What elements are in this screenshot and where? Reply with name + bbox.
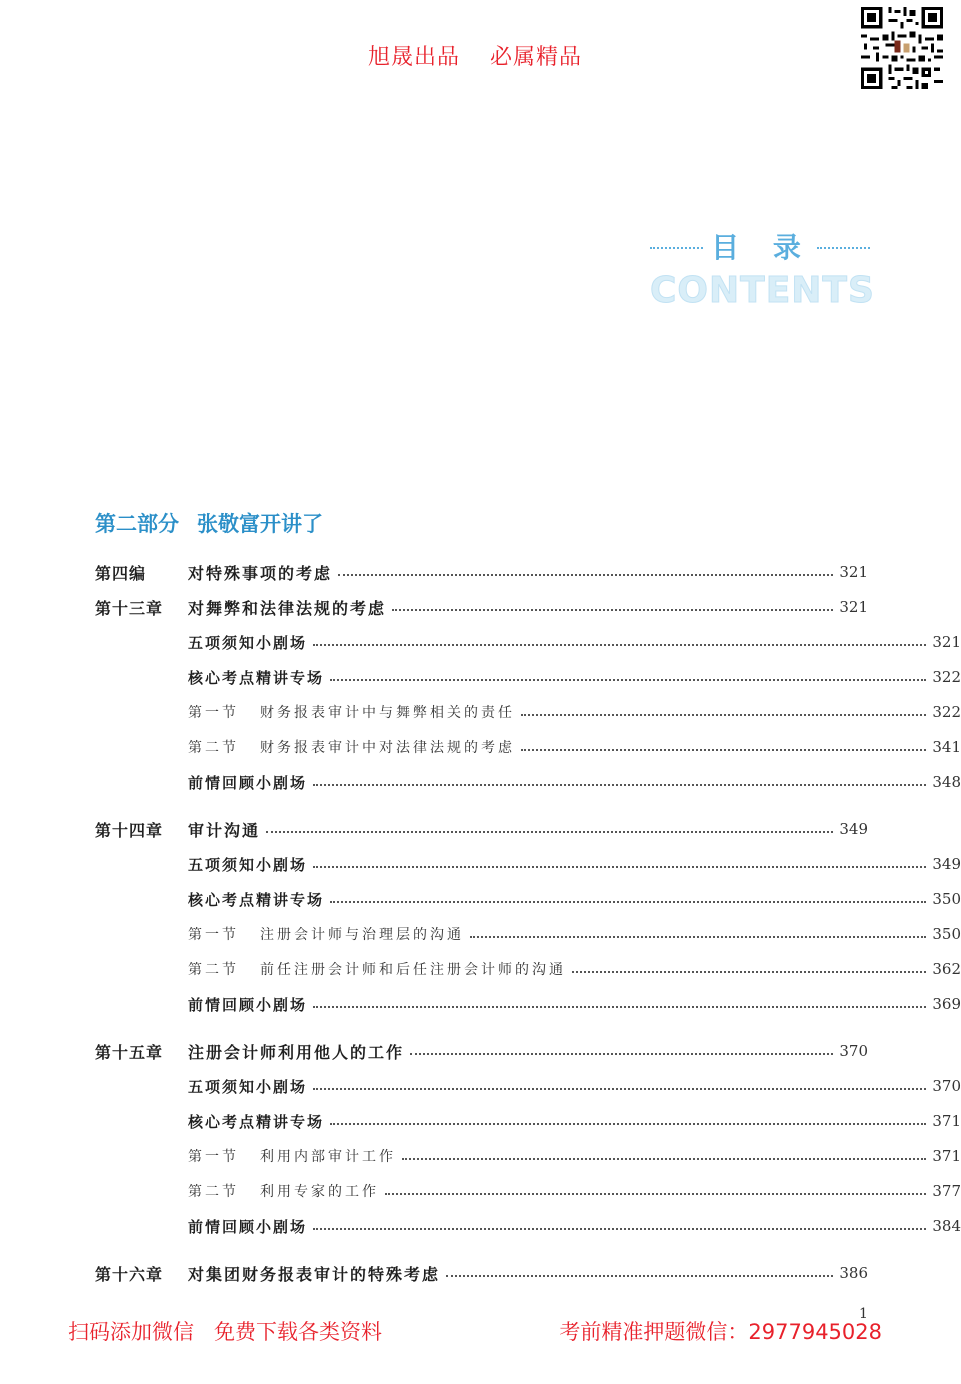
toc-entry-title: 核心考点精讲专场 <box>188 668 325 687</box>
page-number: 1 <box>859 1306 868 1322</box>
footer-left-b: 免费下载各类资料 <box>214 1320 382 1344</box>
toc-entry-label <box>188 959 566 979</box>
toc-entry-title: 五项须知小剧场 <box>188 855 308 874</box>
dot-leader <box>330 1123 926 1125</box>
toc-entry-title: 前任注册会计师和后任注册会计师的沟通 <box>260 962 566 978</box>
dot-leader <box>330 679 926 681</box>
toc-entry[interactable] <box>95 732 961 762</box>
heading-dots-left <box>650 247 703 249</box>
toc-entry-page: 349 <box>839 820 868 838</box>
toc-entry-title: 审计沟通 <box>188 820 261 840</box>
dot-leader <box>313 644 926 646</box>
dot-leader <box>313 784 926 786</box>
toc-entry-number: 第一节 <box>188 705 239 721</box>
toc-entry[interactable] <box>95 1258 868 1288</box>
toc-entry[interactable] <box>95 662 961 692</box>
toc-entry[interactable] <box>95 697 961 727</box>
toc-entry[interactable] <box>95 592 868 622</box>
toc-entry-page: 321 <box>839 598 868 616</box>
dot-leader <box>402 1158 926 1160</box>
toc-entry[interactable] <box>95 989 961 1019</box>
dot-leader <box>313 1228 926 1230</box>
toc-entry[interactable] <box>95 557 868 587</box>
toc-heading <box>650 228 870 264</box>
dot-leader <box>470 936 926 938</box>
toc-entry[interactable] <box>95 954 961 984</box>
toc-entry-page: 386 <box>839 1264 868 1282</box>
toc-entry-label <box>188 1181 379 1201</box>
toc-entry-title: 注册会计师与治理层的沟通 <box>260 927 464 943</box>
toc-entry-label <box>95 1262 440 1285</box>
heading-dots-right <box>817 247 870 249</box>
toc-entry-number: 第一节 <box>188 927 239 943</box>
part-title <box>95 508 323 538</box>
toc-entry-title: 核心考点精讲专场 <box>188 1112 325 1131</box>
toc-entry-label <box>95 596 386 619</box>
toc-entry-number: 第十五章 <box>95 1042 164 1062</box>
toc-entry-page: 371 <box>932 1112 961 1130</box>
toc-entry-label <box>188 737 515 757</box>
toc-entry-title: 注册会计师利用他人的工作 <box>188 1042 405 1062</box>
toc-entry-page: 350 <box>932 890 961 908</box>
toc-entry-label <box>188 854 307 875</box>
footer-left-a: 扫码添加微信 <box>68 1320 194 1344</box>
dot-leader <box>330 901 926 903</box>
toc-entry-title: 前情回顾小剧场 <box>188 773 308 792</box>
header-right-text: 必属精品 <box>490 45 583 70</box>
part-name: 张敬富开讲了 <box>197 511 323 536</box>
toc-entry-number: 第二节 <box>188 962 239 978</box>
toc-entry-page: 322 <box>932 668 961 686</box>
toc-entry-title: 对特殊事项的考虑 <box>188 563 333 583</box>
footer-right: 考前精准押题微信：2977945028 <box>559 1320 882 1344</box>
toc-entry-page: 321 <box>932 633 961 651</box>
dot-leader <box>572 971 926 973</box>
dot-leader <box>385 1193 926 1195</box>
toc-entry-label <box>188 667 324 688</box>
toc-entry-page: 371 <box>932 1147 961 1165</box>
toc-heading-text: 目 录 <box>711 231 813 264</box>
header-banner <box>0 40 950 71</box>
toc-entry-page: 377 <box>932 1182 961 1200</box>
toc-entry-title: 对集团财务报表审计的特殊考虑 <box>188 1264 441 1284</box>
toc-entry-page: 370 <box>839 1042 868 1060</box>
dot-leader <box>410 1053 833 1055</box>
toc-entry[interactable] <box>95 1176 961 1206</box>
toc-entry[interactable] <box>95 1071 961 1101</box>
toc-entry[interactable] <box>95 814 868 844</box>
dot-leader <box>446 1275 833 1277</box>
contents-heading: CONTENTS <box>650 270 875 311</box>
toc-entry-label <box>188 1111 324 1132</box>
toc-entry-label <box>188 924 464 944</box>
toc-entry-page: 348 <box>932 773 961 791</box>
toc-entry-page: 321 <box>839 563 868 581</box>
toc-entry-page: 349 <box>932 855 961 873</box>
part-number: 第二部分 <box>95 511 179 536</box>
toc-entry-title: 财务报表审计中与舞弊相关的责任 <box>260 705 515 721</box>
toc-entry-number: 第二节 <box>188 740 239 756</box>
toc-entry[interactable] <box>95 1141 961 1171</box>
toc-entry[interactable] <box>95 919 961 949</box>
toc-entry-page: 350 <box>932 925 961 943</box>
toc-entry-label <box>95 818 260 841</box>
toc-entry-title: 五项须知小剧场 <box>188 1077 308 1096</box>
toc-entry-page: 369 <box>932 995 961 1013</box>
dot-leader <box>313 866 926 868</box>
toc-entry-label <box>188 1146 396 1166</box>
toc-entry-number: 第一节 <box>188 1149 239 1165</box>
dot-leader <box>313 1088 926 1090</box>
dot-leader <box>521 714 926 716</box>
toc-entry-label <box>188 889 324 910</box>
toc-entry[interactable] <box>95 1036 868 1066</box>
toc-entry[interactable] <box>95 1211 961 1241</box>
toc-entry[interactable] <box>95 849 961 879</box>
toc-entry-page: 370 <box>932 1077 961 1095</box>
qr-code-icon <box>858 4 946 92</box>
toc-entry-title: 前情回顾小剧场 <box>188 995 308 1014</box>
dot-leader <box>392 609 833 611</box>
toc-entry-label <box>188 772 307 793</box>
toc-entry[interactable] <box>95 1106 961 1136</box>
footer-left <box>68 1316 382 1346</box>
toc-entry-label <box>188 702 515 722</box>
toc-entry-label <box>95 561 332 584</box>
dot-leader <box>521 749 926 751</box>
toc-entry-label <box>188 994 307 1015</box>
toc-entry-page: 322 <box>932 703 961 721</box>
toc-entry-label <box>188 1216 307 1237</box>
toc-entry-label <box>188 1076 307 1097</box>
toc-entry-number: 第四编 <box>95 563 147 583</box>
toc-entry-title: 对舞弊和法律法规的考虑 <box>188 598 387 618</box>
toc-entry-title: 前情回顾小剧场 <box>188 1217 308 1236</box>
toc-entry-number: 第十六章 <box>95 1264 164 1284</box>
toc-entry-number: 第二节 <box>188 1184 239 1200</box>
toc-entry-title: 财务报表审计中对法律法规的考虑 <box>260 740 515 756</box>
toc-entry-title: 核心考点精讲专场 <box>188 890 325 909</box>
toc-entry-title: 五项须知小剧场 <box>188 633 308 652</box>
toc-entry[interactable] <box>95 767 961 797</box>
toc-entry[interactable] <box>95 884 961 914</box>
dot-leader <box>313 1006 926 1008</box>
toc-entry-page: 341 <box>932 738 961 756</box>
toc-entry-number: 第十三章 <box>95 598 164 618</box>
toc-entry-label <box>188 632 307 653</box>
dot-leader <box>338 574 833 576</box>
dot-leader <box>266 831 833 833</box>
toc-entry-number: 第十四章 <box>95 820 164 840</box>
header-left-text: 旭晟出品 <box>367 45 460 70</box>
toc-entry-title: 利用内部审计工作 <box>260 1149 396 1165</box>
toc-entry-title: 利用专家的工作 <box>260 1184 379 1200</box>
toc-entry-page: 362 <box>932 960 961 978</box>
toc-entry-page: 384 <box>932 1217 961 1235</box>
toc-entry[interactable] <box>95 627 961 657</box>
toc-entry-label <box>95 1040 404 1063</box>
